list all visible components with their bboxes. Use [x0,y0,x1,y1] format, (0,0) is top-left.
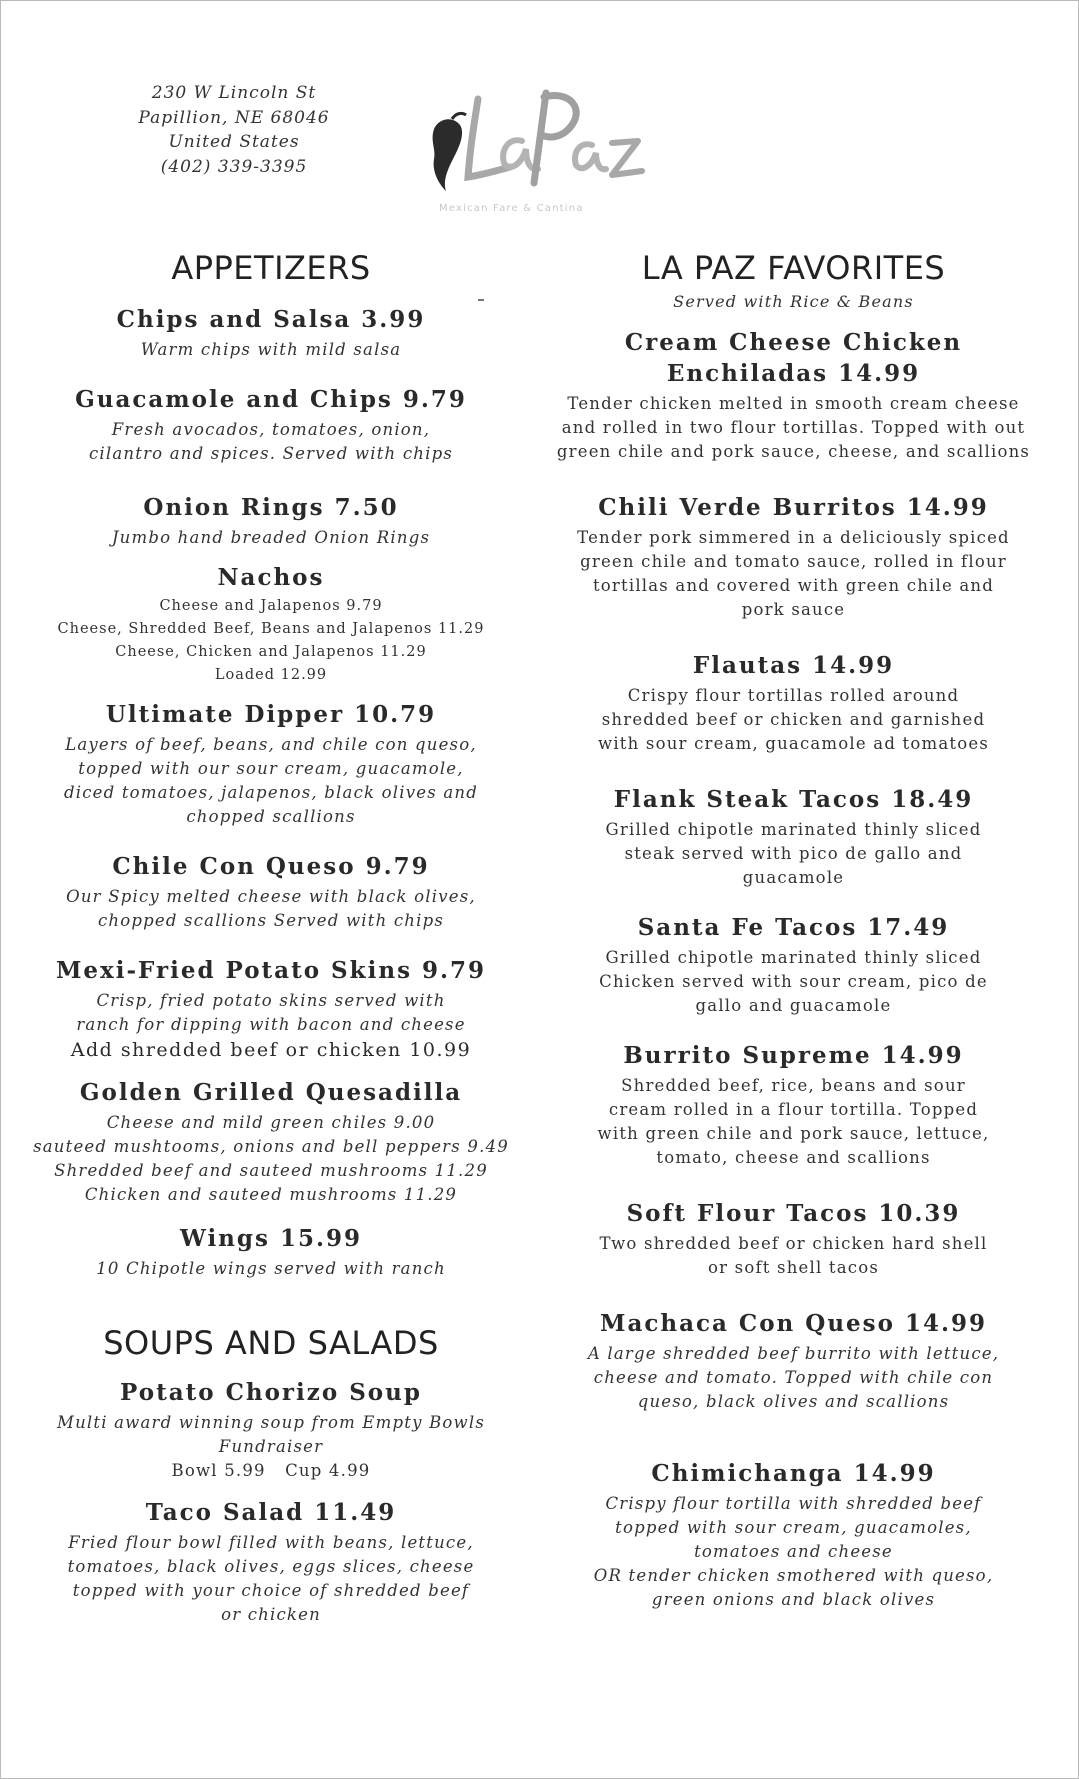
menu-item [21,699,521,829]
item-desc [21,1257,521,1281]
menu-item [21,304,521,362]
option-line: Cheese, Chicken and Jalapenos 11.29 [115,644,427,660]
item-desc [556,1232,1031,1280]
item-desc [556,392,1031,464]
desc-line: Jumbo hand breaded Onion Rings [111,528,431,547]
item-title: Nachos [217,564,325,591]
item-title [556,327,1031,389]
item-desc [21,1531,521,1627]
desc-line: or chicken [221,1605,321,1624]
restaurant-address [119,81,349,179]
item-title: Potato Chorizo Soup [120,1379,422,1406]
item-desc [21,733,521,829]
desc-line: or soft shell tacos [707,1258,880,1277]
menu-item [21,1497,521,1627]
item-title: Golden Grilled Quesadilla [79,1079,463,1106]
item-options [21,595,521,687]
option-line: Loaded 12.99 [214,667,328,683]
item-desc [556,526,1031,622]
desc-line: with sour cream, guacamole ad tomatoes [598,734,989,753]
desc-line: sauteed mushtooms, onions and bell peppers 9.49 [33,1137,509,1156]
item-title: Ultimate Dipper 10.79 [105,701,437,728]
item-title: Chimichanga 14.99 [651,1460,936,1487]
item-title: Chile Con Queso 9.79 [112,853,430,880]
menu-item [556,1308,1031,1414]
desc-line: Cheese and mild green chiles 9.00 [106,1113,436,1132]
menu-item [556,912,1031,1018]
address-city: Papillion, NE 68046 [138,107,330,128]
desc-line: topped with your choice of shredded beef [72,1581,470,1600]
desc-line: Fundraiser [218,1437,324,1456]
desc-line: cilantro and spices. Served with chips [88,444,454,463]
desc-line: Chicken served with sour cream, pico de [599,972,988,991]
menu-item [21,955,521,1063]
menu-item [21,384,521,466]
option-line: Cheese, Shredded Beef, Beans and Jalapenos 11.29 [57,621,485,637]
item-desc [21,526,521,550]
menu-item [21,851,521,933]
desc-line: green chile and pork sauce, cheese, and scallions [556,442,1031,461]
item-title: Guacamole and Chips 9.79 [75,386,467,413]
item-title: Flautas 14.99 [692,652,895,679]
item-title: Santa Fe Tacos 17.49 [637,914,950,941]
desc-line: tomato, cheese and scallions [656,1148,931,1167]
favorites-title: LA PAZ FAVORITES [641,249,946,287]
desc-line: Fresh avocados, tomatoes, onion, [111,420,431,439]
item-title: Burrito Supreme 14.99 [623,1042,964,1069]
desc-line: Shredded beef, rice, beans and sour [621,1076,966,1095]
item-title: Chili Verde Burritos 14.99 [598,494,989,521]
right-column [556,246,1031,1612]
desc-line: diced tomatoes, jalapenos, black olives and [64,783,478,802]
desc-line: Layers of beef, beans, and chile con queso, [65,735,477,754]
menu-item [556,784,1031,890]
item-title: Mexi-Fried Potato Skins 9.79 [55,957,487,984]
desc-line: green onions and black olives [651,1590,936,1609]
desc-line: topped with sour cream, guacamoles, [615,1518,972,1537]
desc-line: Two shredded beef or chicken hard shell [599,1234,988,1253]
desc-line: Fried flour bowl filled with beans, lettuce, [68,1533,474,1552]
soups-title: SOUPS AND SALADS [103,1324,439,1362]
item-desc [21,885,521,933]
desc-line: Grilled chipotle marinated thinly sliced [605,948,982,967]
desc-line: guacamole [742,868,845,887]
desc-line: steak served with pico de gallo and [624,844,963,863]
menu-item [21,492,521,550]
address-street: 230 W Lincoln St [151,83,317,103]
item-extra: Add shredded beef or chicken 10.99 [70,1039,472,1061]
item-prices: Bowl 5.99 Cup 4.99 [171,1461,371,1480]
item-desc [21,1111,521,1207]
item-title: Chips and Salsa 3.99 [116,306,426,333]
desc-line: Tender pork simmered in a deliciously spiced [577,528,1010,547]
item-title: Soft Flour Tacos 10.39 [626,1200,961,1227]
title-line: Cream Cheese Chicken [624,329,963,356]
desc-line: Our Spicy melted cheese with black olives, [66,887,476,906]
desc-line: with green chile and pork sauce, lettuce, [597,1124,990,1143]
address-country: United States [168,132,300,152]
menu-item [21,1223,521,1281]
desc-line: Multi award winning soup from Empty Bowls [56,1413,486,1432]
item-desc [556,1342,1031,1414]
desc-line: Grilled chipotle marinated thinly sliced [605,820,982,839]
favorites-subtitle: Served with Rice & Beans [673,292,914,311]
desc-line: cheese and tomato. Topped with chile con [593,1368,994,1387]
item-desc [21,989,521,1037]
desc-line: chopped scallions Served with chips [97,911,445,930]
desc-line: green chile and tomato sauce, rolled in flour [580,552,1007,571]
item-desc [556,1074,1031,1170]
menu-item [21,562,521,687]
desc-line: queso, black olives and scallions [637,1392,950,1411]
left-column [21,246,521,1627]
desc-line: A large shredded beef burrito with lettuce, [587,1344,1000,1363]
item-desc [21,418,521,466]
menu-item [556,650,1031,756]
item-desc [556,684,1031,756]
desc-line: ranch for dipping with bacon and cheese [76,1015,466,1034]
la-paz-logo [426,79,646,221]
desc-line: Crisp, fried potato skins served with [96,991,446,1010]
menu-item [556,327,1031,464]
desc-line: pork sauce [741,600,846,619]
desc-line: gallo and guacamole [695,996,892,1015]
appetizers-title: APPETIZERS [171,249,371,287]
menu-item [21,1377,521,1483]
desc-line: OR tender chicken smothered with queso, [593,1566,994,1585]
desc-line: Warm chips with mild salsa [140,340,402,359]
desc-line: Chicken and sauteed mushrooms 11.29 [84,1185,458,1204]
item-desc [21,338,521,362]
menu-item [556,492,1031,622]
desc-line: chopped scallions [186,807,356,826]
desc-line: Tender chicken melted in smooth cream cheese [567,394,1020,413]
item-title: Taco Salad 11.49 [145,1499,397,1526]
desc-line: tortillas and covered with green chile and [592,576,995,595]
title-line: Enchiladas 14.99 [666,360,921,387]
menu-item [21,1077,521,1207]
item-desc [556,818,1031,890]
item-desc [556,1492,1031,1612]
address-phone: (402) 339-3395 [160,156,308,177]
desc-line: Crispy flour tortilla with shredded beef [605,1494,982,1513]
item-title: Onion Rings 7.50 [143,494,399,521]
menu-item [556,1198,1031,1280]
item-title: Machaca Con Queso 14.99 [600,1310,987,1337]
item-desc [21,1411,521,1459]
item-desc [556,946,1031,1018]
desc-line: Shredded beef and sauteed mushrooms 11.29 [54,1161,488,1180]
desc-line: topped with our sour cream, guacamole, [78,759,464,778]
soups-section [21,1321,521,1627]
desc-line: shredded beef or chicken and garnished [601,710,986,729]
desc-line: tomatoes, black olives, eggs slices, cheese [67,1557,475,1576]
desc-line: 10 Chipotle wings served with ranch [96,1259,446,1278]
logo-tagline: Mexican Fare & Cantina [439,203,584,214]
desc-line: and rolled in two flour tortillas. Topped with out [561,418,1026,437]
option-line: Cheese and Jalapenos 9.79 [159,598,383,614]
desc-line: tomatoes and cheese [694,1542,893,1561]
menu-item [556,1458,1031,1612]
item-title: Wings 15.99 [180,1225,362,1252]
desc-line: Crispy flour tortillas rolled around [627,686,960,705]
item-title: Flank Steak Tacos 18.49 [613,786,974,813]
menu-item [556,1040,1031,1170]
desc-line: cream rolled in a flour tortilla. Topped [608,1100,979,1119]
